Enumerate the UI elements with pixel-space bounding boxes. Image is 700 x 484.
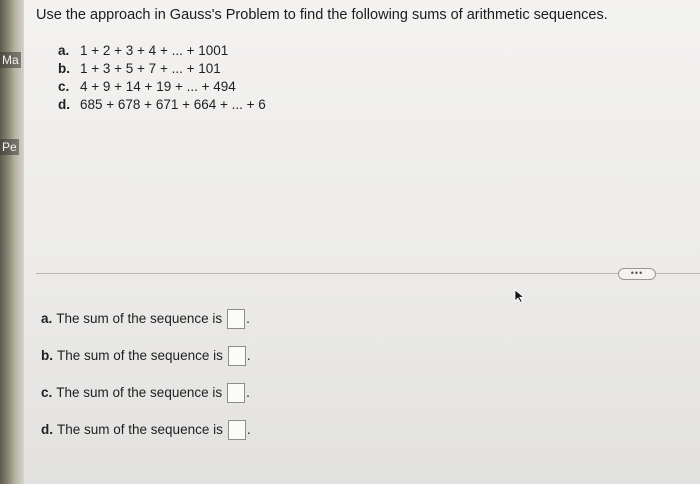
answer-period: . [246, 311, 250, 326]
answer-input-a[interactable] [227, 309, 245, 329]
answer-prompt: The sum of the sequence is [56, 385, 223, 400]
answer-prompt: The sum of the sequence is [57, 348, 223, 363]
list-item [58, 42, 266, 60]
left-app-strip [0, 0, 24, 484]
answer-prompt: The sum of the sequence is [57, 422, 223, 437]
answer-period: . [246, 422, 251, 437]
item-label: c. [58, 79, 70, 94]
mouse-cursor-icon [514, 289, 526, 303]
answer-row-b [41, 345, 251, 366]
item-label: a. [58, 43, 70, 58]
list-item [58, 78, 266, 96]
answer-label: b. [41, 348, 53, 363]
answer-row-c [41, 382, 251, 403]
section-divider [36, 273, 700, 274]
expand-more-button[interactable]: ••• [618, 268, 656, 280]
question-panel [24, 0, 700, 484]
answer-input-b[interactable] [228, 346, 246, 366]
list-item [58, 96, 266, 114]
sequence-list [58, 42, 266, 114]
answer-label: d. [41, 422, 53, 437]
answer-row-d [41, 419, 251, 440]
answer-prompt: The sum of the sequence is [56, 311, 223, 326]
item-expression: 1 + 3 + 5 + 7 + ... + 101 [80, 61, 221, 76]
question-text: Use the approach in Gauss's Problem to find the following sums of arithmetic sequences. [36, 7, 608, 23]
answer-label: c. [41, 385, 53, 400]
answer-period: . [246, 385, 250, 400]
side-tab-ma[interactable]: Ma [2, 53, 19, 67]
item-expression: 4 + 9 + 14 + 19 + ... + 494 [80, 79, 236, 94]
answer-input-d[interactable] [228, 420, 246, 440]
side-tab-pe[interactable]: Pe [2, 140, 17, 154]
answer-section [41, 308, 251, 456]
answer-period: . [246, 348, 251, 363]
item-expression: 685 + 678 + 671 + 664 + ... + 6 [80, 97, 266, 112]
item-label: b. [58, 61, 70, 76]
item-label: d. [58, 97, 70, 112]
list-item [58, 60, 266, 78]
item-expression: 1 + 2 + 3 + 4 + ... + 1001 [80, 43, 229, 58]
answer-input-c[interactable] [227, 383, 245, 403]
answer-label: a. [41, 311, 53, 326]
answer-row-a [41, 308, 251, 329]
